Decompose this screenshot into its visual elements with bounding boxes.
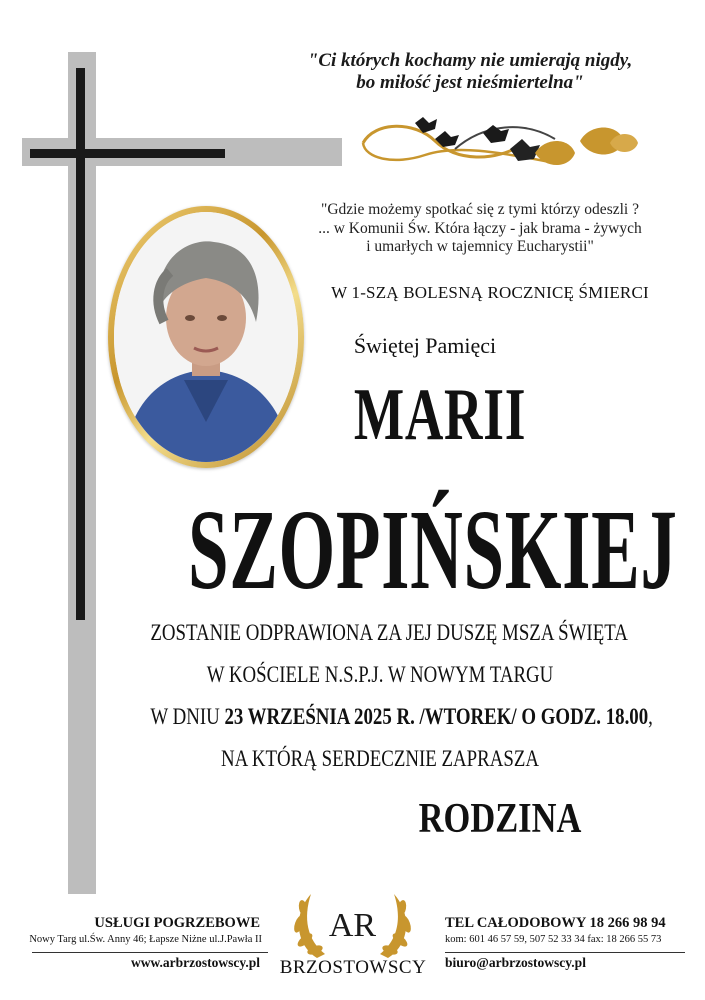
cross-bar bbox=[30, 149, 225, 158]
quote-line-1: "Gdzie możemy spotkać się z tymi którzy odeszli ? bbox=[321, 201, 639, 218]
vine-leaves-ornament bbox=[355, 113, 640, 185]
services-title: USŁUGI POGRZEBOWE bbox=[94, 915, 260, 931]
date-prefix: W DNIU bbox=[150, 704, 225, 729]
footer-divider-right bbox=[445, 952, 685, 953]
mass-line-2: W KOŚCIELE N.S.P.J. W NOWYM TARGU bbox=[206, 662, 554, 687]
first-name: MARII bbox=[353, 374, 527, 456]
brand-name: BRZOSTOWSCY bbox=[279, 957, 427, 978]
quote-line-3: i umarłych w tajemnicy Eucharystii" bbox=[366, 238, 594, 255]
motto-line-2: bo miłość jest nieśmiertelna" bbox=[356, 72, 584, 93]
last-name: SZOPIŃSKIEJ bbox=[188, 486, 678, 613]
date-suffix: , bbox=[648, 704, 653, 729]
portrait-icon bbox=[114, 212, 298, 462]
anniversary-text: W 1-SZĄ BOLESNĄ ROCZNICĘ ŚMIERCI bbox=[331, 283, 649, 302]
phone-number: TEL CAŁODOBOWY 18 266 98 94 bbox=[445, 915, 666, 931]
services-address: Nowy Targ ul.Św. Anny 46; Łapsze Niżne ul.J.Pawła II bbox=[29, 934, 262, 945]
quote-line-2: ... w Komunii Św. Która łączy - jak brama - żywych bbox=[318, 219, 642, 237]
logo-text: AR bbox=[328, 907, 377, 944]
date-time: 23 WRZEŚNIA 2025 R. /WTOREK/ O GODZ. 18.00 bbox=[224, 704, 649, 729]
motto bbox=[250, 50, 690, 94]
mass-line-3 bbox=[150, 704, 653, 730]
mass-line-1: ZOSTANIE ODPRAWIONA ZA JEJ DUSZĘ MSZA ŚWIĘTA bbox=[150, 620, 628, 645]
family-signature: RODZINA bbox=[418, 796, 582, 842]
quote bbox=[290, 201, 670, 257]
email-link[interactable]: biuro@arbrzostowscy.pl bbox=[445, 955, 586, 970]
memory-text: Świętej Pamięci bbox=[353, 333, 497, 358]
footer-divider-left bbox=[32, 952, 268, 953]
website-link[interactable]: www.arbrzostowscy.pl bbox=[131, 955, 260, 970]
portrait-photo bbox=[114, 212, 298, 462]
motto-line-1: "Ci których kochamy nie umierają nigdy, bbox=[307, 50, 633, 71]
mobile-fax-numbers: kom: 601 46 57 59, 507 52 33 34 fax: 18 266 55 73 bbox=[445, 934, 662, 945]
mass-line-4: NA KTÓRĄ SERDECZNIE ZAPRASZA bbox=[220, 746, 540, 771]
